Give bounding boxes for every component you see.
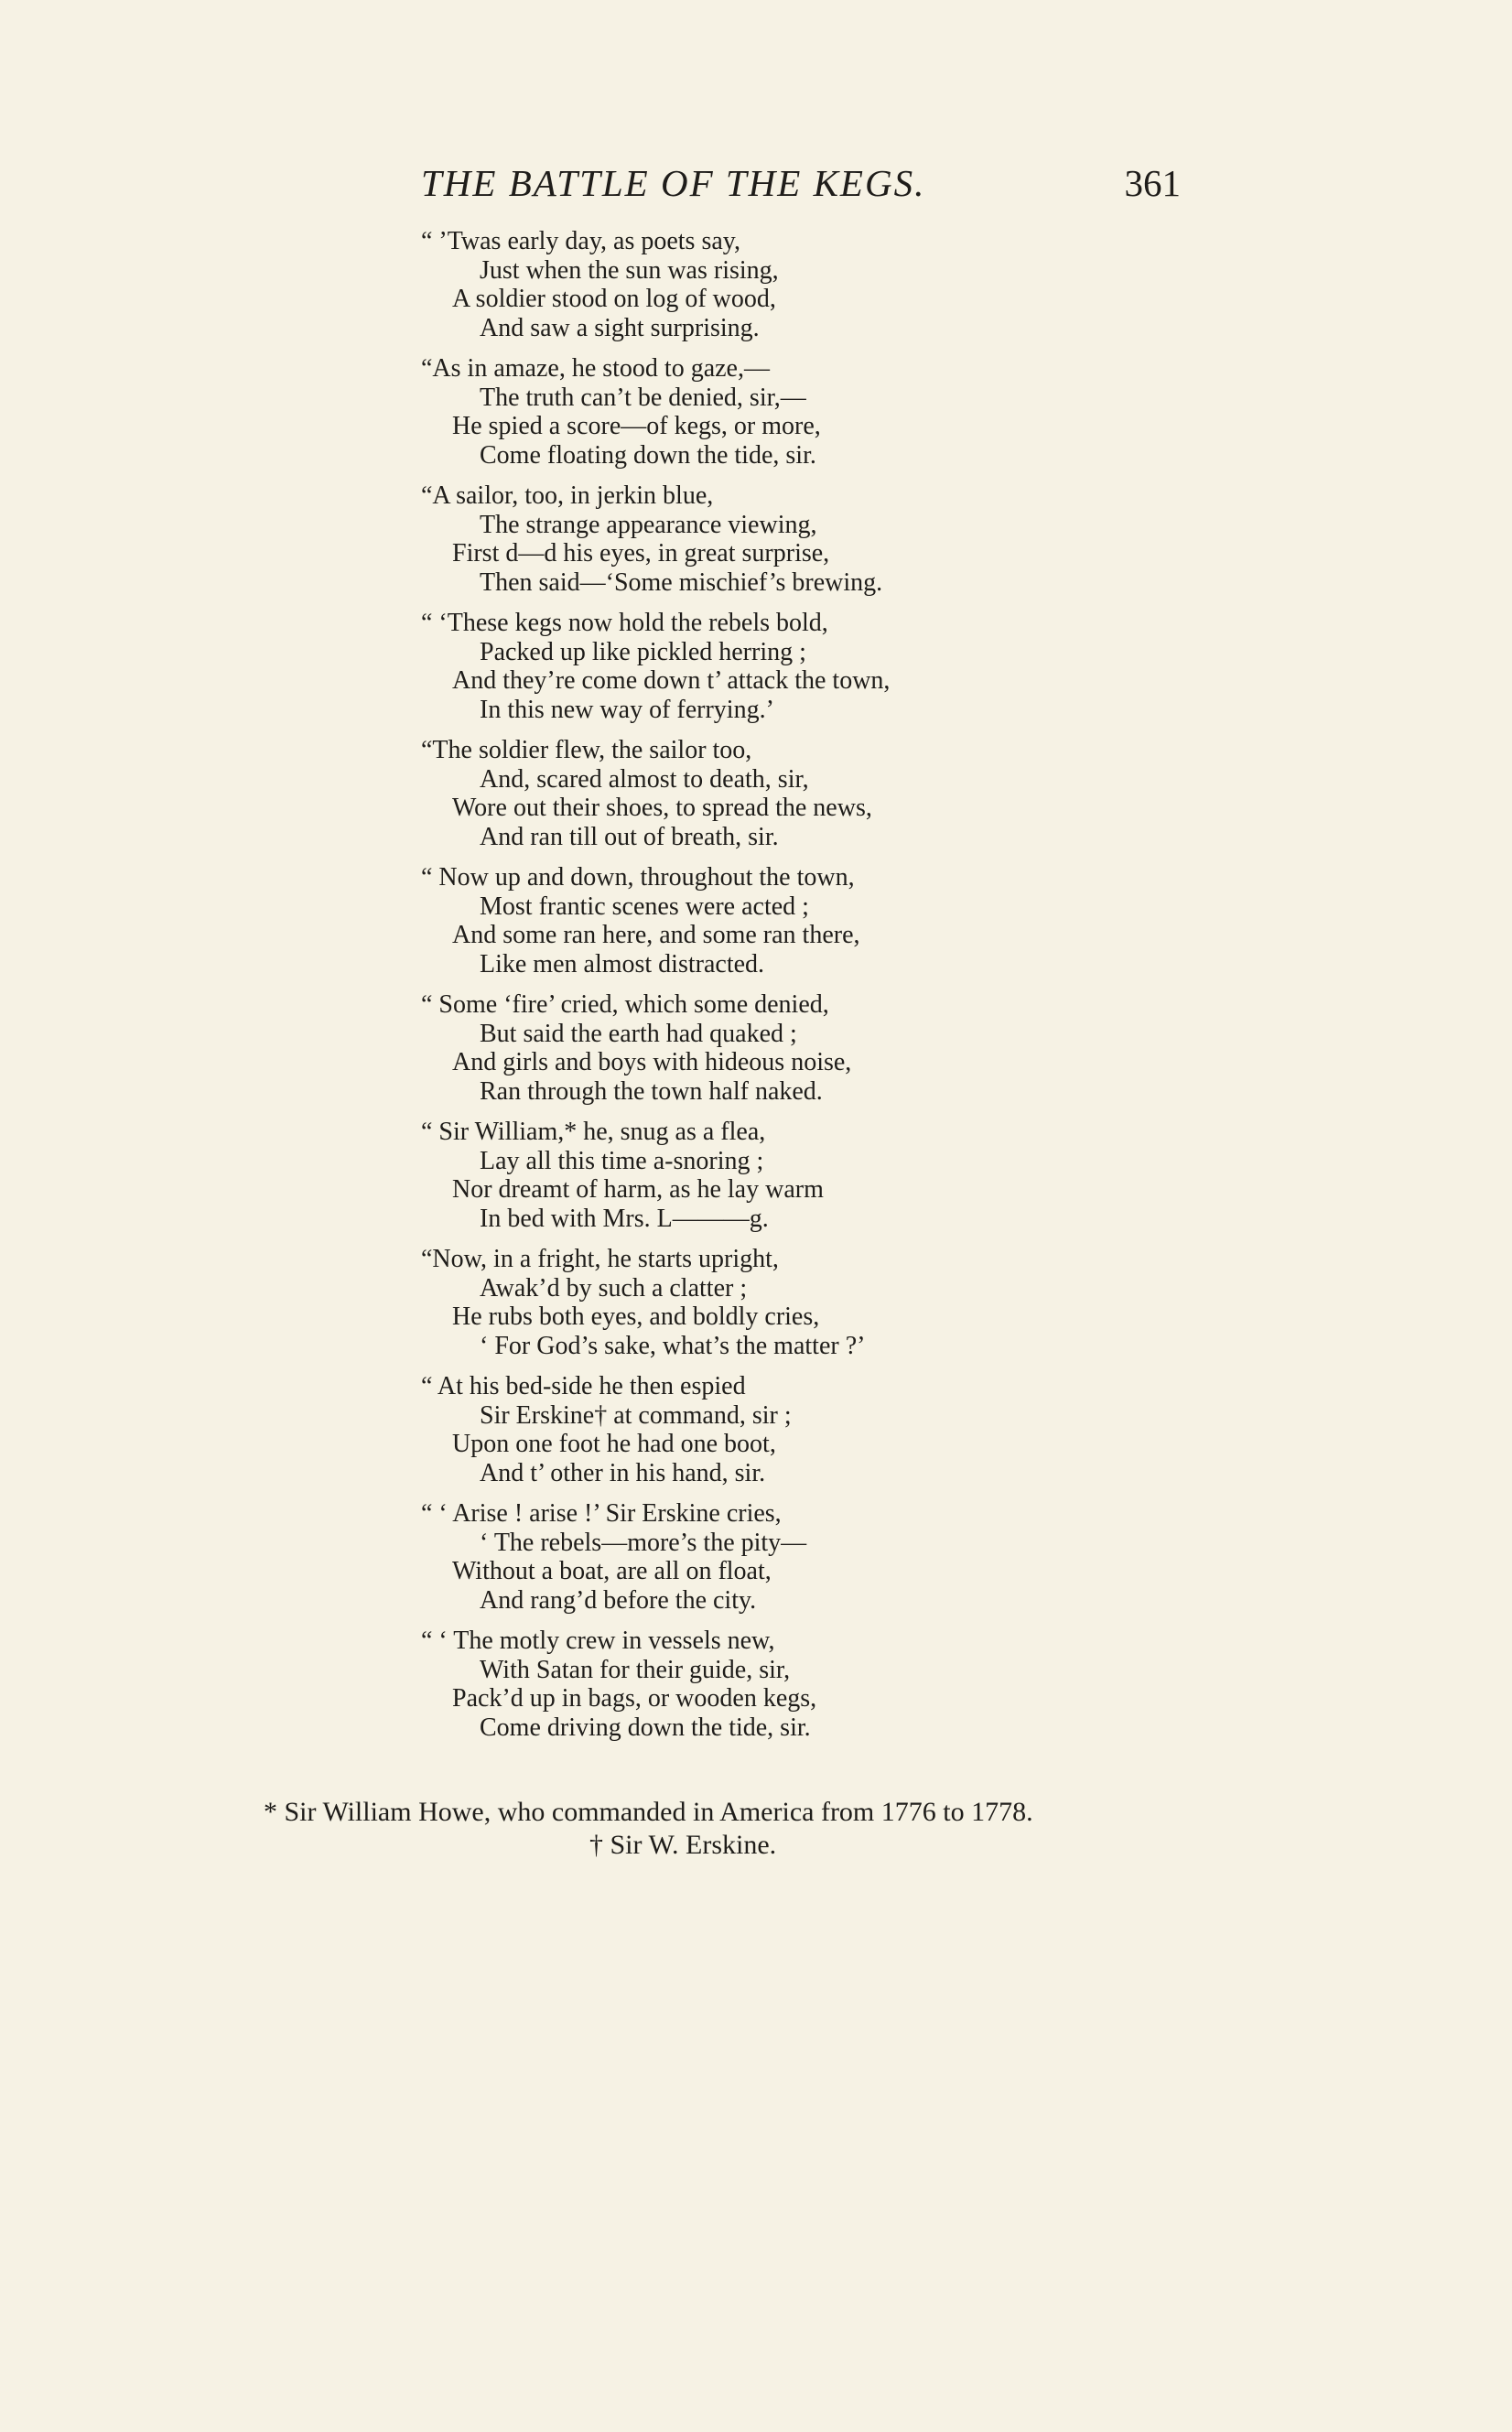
verse-line: “ Sir William,* he, snug as a flea, <box>421 1118 766 1146</box>
stanza <box>421 354 1117 470</box>
verse-line: Upon one foot he had one boot, <box>452 1430 776 1458</box>
verse-line: With Satan for their guide, sir, <box>480 1655 791 1684</box>
verse-line: And, scared almost to death, sir, <box>480 764 809 794</box>
verse-line: The truth can’t be denied, sir,— <box>480 383 806 412</box>
stanza <box>421 1627 1117 1742</box>
verse-line: “ ‘These kegs now hold the rebels bold, <box>421 609 828 637</box>
stanza <box>421 1245 1117 1360</box>
verse-line: And they’re come down t’ attack the town, <box>452 666 891 695</box>
verse-line: “As in amaze, he stood to gaze,— <box>421 354 770 383</box>
verse-line: ‘ For God’s sake, what’s the matter ?’ <box>480 1331 866 1360</box>
stanza <box>421 1499 1117 1615</box>
verse-line: In bed with Mrs. L———g. <box>480 1204 769 1233</box>
footnote-erskine: † Sir W. Erskine. <box>589 1830 777 1860</box>
verse-line: “Now, in a fright, he starts upright, <box>421 1245 779 1273</box>
verse-line: Without a boat, are all on float, <box>452 1557 772 1585</box>
verse-line: “ At his bed-side he then espied <box>421 1372 746 1400</box>
stanza <box>421 1372 1117 1487</box>
stanza <box>421 609 1117 724</box>
verse-line: And ran till out of breath, sir. <box>480 822 779 851</box>
footnote-howe: * Sir William Howe, who commanded in America from 1776 to 1778. <box>264 1797 1033 1827</box>
verse-line: Lay all this time a-snoring ; <box>480 1146 764 1175</box>
verse-line: Like men almost distracted. <box>480 949 765 978</box>
verse-line: Awak’d by such a clatter ; <box>480 1273 748 1302</box>
verse-line: And rang’d before the city. <box>480 1585 757 1615</box>
verse-line: Sir Erskine† at command, sir ; <box>480 1400 792 1430</box>
running-head <box>421 161 1181 216</box>
verse-line: And some ran here, and some ran there, <box>452 921 860 949</box>
verse-line: Nor dreamt of harm, as he lay warm <box>452 1175 824 1204</box>
poem <box>421 227 1117 1754</box>
stanza <box>421 736 1117 851</box>
verse-line: Just when the sun was rising, <box>480 255 779 285</box>
verse-line: But said the earth had quaked ; <box>480 1019 797 1048</box>
stanza <box>421 1118 1117 1233</box>
verse-line: “A sailor, too, in jerkin blue, <box>421 481 714 510</box>
verse-line: Then said—‘Some mischief’s brewing. <box>480 567 883 597</box>
verse-line: Wore out their shoes, to spread the news, <box>452 794 872 822</box>
verse-line: A soldier stood on log of wood, <box>452 285 776 313</box>
verse-line: Come driving down the tide, sir. <box>480 1713 811 1742</box>
verse-line: “ Now up and down, throughout the town, <box>421 863 855 892</box>
verse-line: “ ‘ Arise ! arise !’ Sir Erskine cries, <box>421 1499 782 1528</box>
verse-line: He spied a score—of kegs, or more, <box>452 412 821 440</box>
verse-line: Packed up like pickled herring ; <box>480 637 806 666</box>
verse-line: And saw a sight surprising. <box>480 313 760 342</box>
stanza <box>421 990 1117 1106</box>
verse-line: “ ‘ The motly crew in vessels new, <box>421 1627 775 1655</box>
verse-line: And t’ other in his hand, sir. <box>480 1458 766 1487</box>
verse-line: The strange appearance viewing, <box>480 510 817 539</box>
stanza <box>421 481 1117 597</box>
verse-line: He rubs both eyes, and boldly cries, <box>452 1302 820 1331</box>
verse-line: Pack’d up in bags, or wooden kegs, <box>452 1684 817 1713</box>
running-title: THE BATTLE OF THE KEGS. <box>421 162 926 204</box>
stanza <box>421 863 1117 978</box>
verse-line: “The soldier flew, the sailor too, <box>421 736 752 764</box>
verse-line: And girls and boys with hideous noise, <box>452 1048 852 1076</box>
page-number: 361 <box>1124 162 1181 204</box>
verse-line: Most frantic scenes were acted ; <box>480 892 809 921</box>
verse-line: “ ’Twas early day, as poets say, <box>421 227 740 255</box>
verse-line: Ran through the town half naked. <box>480 1076 823 1106</box>
verse-line: Come floating down the tide, sir. <box>480 440 816 470</box>
stanza <box>421 227 1117 342</box>
verse-line: ‘ The rebels—more’s the pity— <box>480 1528 807 1557</box>
verse-line: In this new way of ferrying.’ <box>480 695 774 724</box>
verse-line: “ Some ‘fire’ cried, which some denied, <box>421 990 829 1019</box>
verse-line: First d—d his eyes, in great surprise, <box>452 539 830 567</box>
footnotes <box>0 1796 1512 1862</box>
